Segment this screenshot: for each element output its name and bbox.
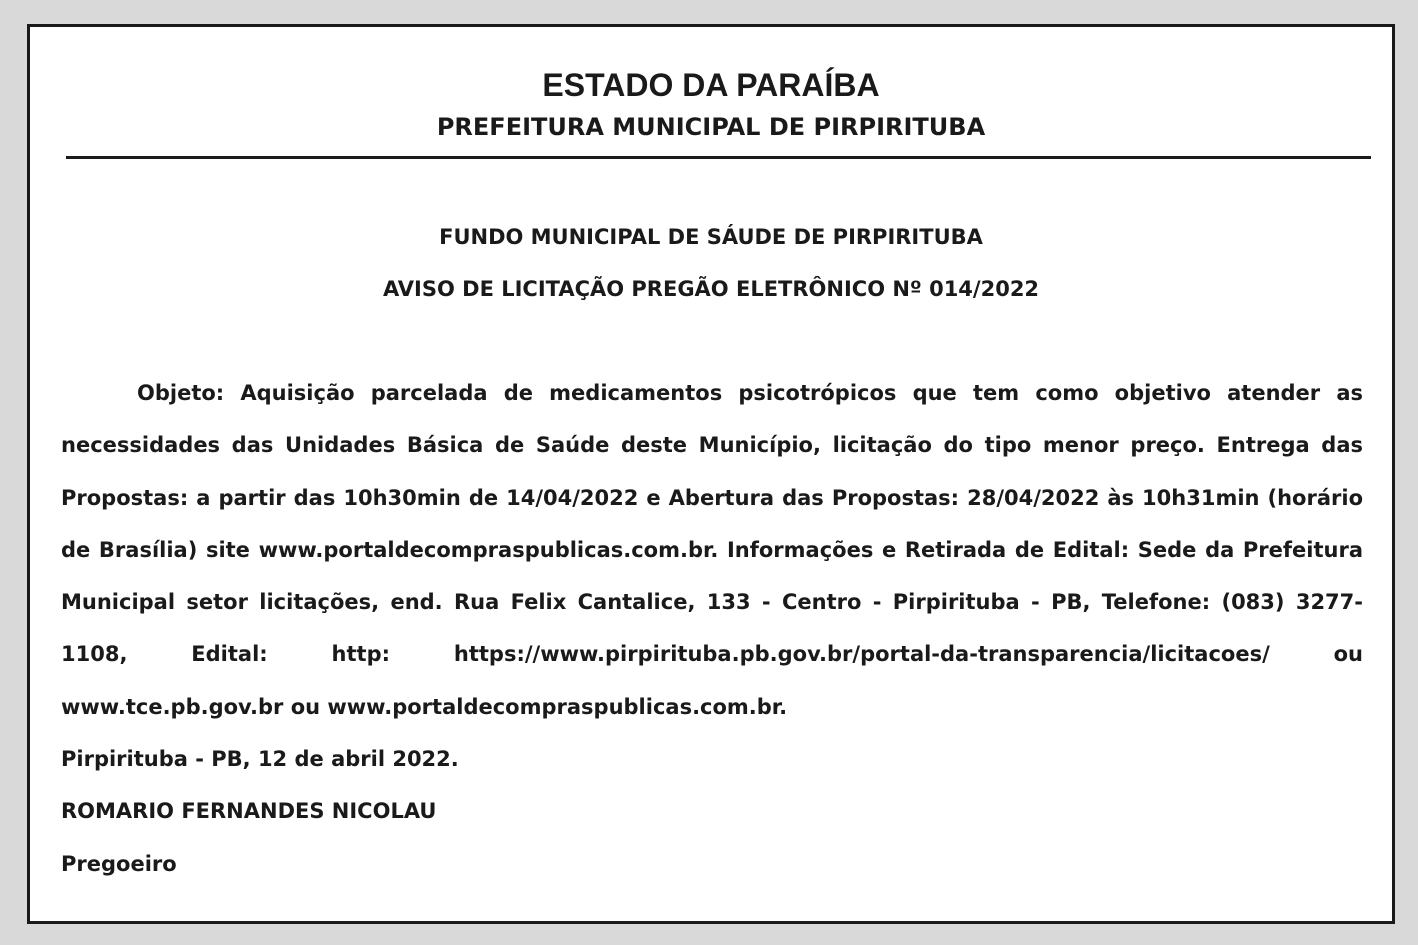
place-date: Pirpirituba - PB, 12 de abril 2022. — [61, 747, 459, 772]
fund-title: FUNDO MUNICIPAL DE SÁUDE DE PIRPIRITUBA — [439, 225, 983, 249]
notice-box — [27, 24, 1395, 924]
signatory-name: ROMARIO FERNANDES NICOLAU — [61, 799, 437, 824]
city-hall-heading: PREFEITURA MUNICIPAL DE PIRPIRITUBA — [436, 113, 986, 141]
notice-body — [61, 367, 1363, 890]
state-heading: ESTADO DA PARAÍBA — [542, 67, 880, 103]
notice-title: AVISO DE LICITAÇÃO PREGÃO ELETRÔNICO Nº 014/2022 — [382, 277, 1040, 301]
header-divider — [66, 156, 1371, 159]
object-paragraph: Objeto: Aquisição parcelada de medicamentos psicotrópicos que tem como objetivo atender as necessidades das Unidades Básica de Saúde deste Município, licitação do tipo menor preço. Entrega das Propostas: a partir das 10h30min de 14/04/2022 e Abertura das Propostas: 28/04/2022 às 10h31min (horário de Brasília) site www.portaldecompraspublicas.com.br. Informações e Retirada de Edital: Sede da Prefeitura Municipal setor licitações, end. Rua Felix Cantalice, 133 - Centro - Pirpirituba - PB, Telefone: (083) 3277-1108, Edital: http: https://www.pirpirituba.pb.gov.br/portal-da-transparencia/licitacoes/ ou www.tce.pb.gov.br ou www.portaldecompraspublicas.com.br. — [61, 381, 1363, 719]
signatory-role: Pregoeiro — [61, 851, 177, 876]
